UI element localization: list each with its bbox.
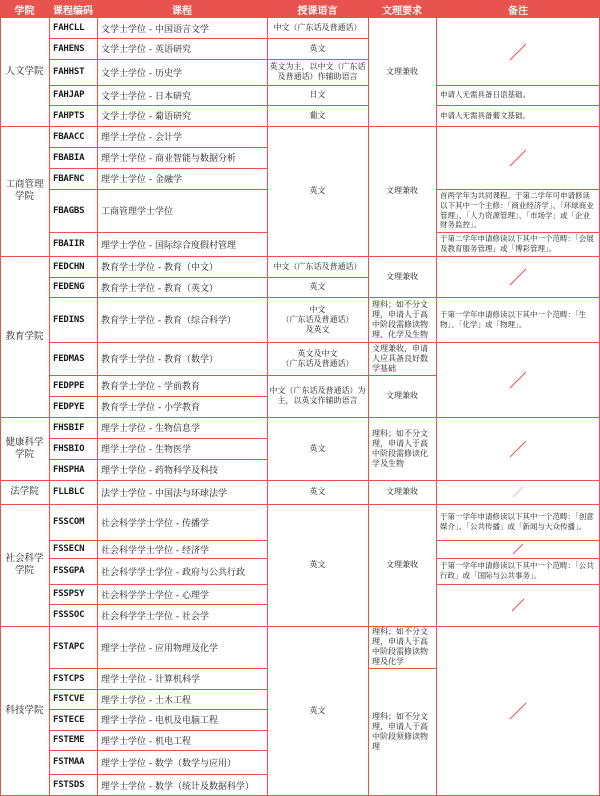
course-code: FAHCLL <box>53 23 85 33</box>
course-name: 理学士学位 - 会计学 <box>101 133 182 143</box>
school-business: 工商管理学院 <box>5 179 44 202</box>
course-name: 理学士学位 - 生物医学 <box>101 445 191 455</box>
course-code: FHSBIF <box>53 422 85 433</box>
requirement-cell: 理科；如不分文理，申请人于高中阶段需修读化学及生物 <box>372 428 428 468</box>
language-cell: 中文（广东话及普通话）为主，以英文作辅助语言 <box>269 386 366 405</box>
course-code: FSSECN <box>53 544 85 554</box>
course-code: FBAIIR <box>53 239 85 249</box>
language-cell: 中文 （广东话及普通话） 及英文 <box>281 304 354 334</box>
course-name: 理学士学位 - 生物信息学 <box>101 424 200 434</box>
empty-note-cell <box>436 417 600 480</box>
course-name: 理学士学位 - 药物科学及科技 <box>101 466 218 476</box>
slash-mark-icon <box>508 148 528 168</box>
course-code: FEDMAS <box>53 353 85 364</box>
header-language: 授课语言 <box>267 0 368 18</box>
language-cell: 中文（广东话及普通话） <box>273 23 362 32</box>
course-name: 理学士学位 - 数学（统计及数据科学） <box>101 781 254 792</box>
slash-mark-icon <box>508 42 528 62</box>
course-code: FEDENG <box>53 282 85 292</box>
course-code: FSSSOC <box>53 610 85 620</box>
empty-note-cell <box>436 342 600 417</box>
course-name: 工商管理学士学位 <box>101 207 174 217</box>
language-cell: 英文 <box>309 487 326 496</box>
course-code: FHSBIO <box>53 443 85 454</box>
course-name: 文学士学位 - 英语研究 <box>101 45 191 55</box>
requirement-cell: 理科；如不分文理，申请人于高中阶段须修读物理 <box>372 712 428 751</box>
course-code: FBAGBS <box>53 205 85 216</box>
course-name: 社会科学学士学位 - 传播学 <box>101 518 209 529</box>
slash-mark-icon <box>512 486 524 498</box>
course-code: FSSPSY <box>53 589 85 599</box>
slash-mark-icon <box>508 267 528 287</box>
course-code: FBAACC <box>53 131 85 142</box>
course-name: 理学士学位 - 应用物理及化学 <box>101 643 218 654</box>
course-code: FSSGPA <box>53 566 85 576</box>
course-name: 文学士学位 - 中国语言文学 <box>101 24 209 35</box>
course-code: FSTCPS <box>53 673 85 684</box>
school-law: 法学院 <box>10 486 39 498</box>
language-cell: 英文 <box>309 560 326 569</box>
course-name: 法学士学位 - 中国法与环球法学 <box>101 488 227 499</box>
language-cell: 英文 <box>309 43 326 53</box>
slash-mark-icon <box>508 370 528 390</box>
course-name: 理学士学位 - 国际综合度假村管理 <box>101 240 236 251</box>
empty-note-cell <box>436 584 600 626</box>
note-cell: 于第一学年申请修读以下其中一个范畴：「生物」、「化学」或「物理」。 <box>440 309 587 329</box>
course-name: 社会科学学士学位 - 心理学 <box>101 590 209 601</box>
language-cell: 葡文 <box>309 110 326 120</box>
course-code: FBABIA <box>53 152 85 163</box>
note-cell: 于第一学年申请修读以下其中一个范畴：「创意媒介」、「公共传播」或「新闻与大众传播」。 <box>440 512 594 531</box>
empty-note-cell <box>436 126 600 189</box>
slash-mark-icon <box>508 701 528 721</box>
requirement-cell: 文理兼收 <box>386 67 418 76</box>
course-code: FAHJAP <box>53 90 85 100</box>
note-cell: 首两学年为共同课程。于第二学年可申请修读以下其中一个主修：「商业经济学」、「环球商业管理」、「人力资源管理」、「市场学」或「企业财务监控」。 <box>440 191 594 230</box>
language-cell: 英文为主，以中文（广东话及普通话）作辅助语言 <box>269 62 366 81</box>
requirement-cell: 文理兼收 <box>386 560 418 569</box>
header-school: 学院 <box>0 0 49 18</box>
course-name: 教育学士学位 - 教育（综合科学） <box>101 316 236 326</box>
empty-note-cell <box>436 626 600 796</box>
course-code: FLLBLC <box>53 487 85 497</box>
language-cell: 英文 <box>309 706 326 715</box>
header-code: 课程编码 <box>49 0 97 18</box>
course-code: FSTAPC <box>53 642 85 652</box>
course-name: 文学士学位 - 葡语研究 <box>101 112 191 122</box>
empty-note-cell <box>436 256 600 297</box>
course-name: 理学士学位 - 数学（数学与应用） <box>101 758 236 769</box>
note-cell: 于第二学年申请修读以下其中一个范畴：「会展及教育服务管理」或「博彩管理」。 <box>440 234 594 253</box>
course-code: FSSCOM <box>53 517 85 527</box>
empty-note-cell <box>436 18 600 85</box>
course-name: 理学士学位 - 商业智能与数据分析 <box>101 154 236 164</box>
header-requirement: 文理要求 <box>368 0 436 18</box>
note-cell: 申请人无需具备葡文基础。 <box>440 110 530 120</box>
course-name: 理学士学位 - 金融学 <box>101 175 182 185</box>
note-cell: 于第一学年申请修读以下其中一个范畴：「公共行政」或「国际与公共事务」。 <box>440 561 594 580</box>
course-name: 社会科学学士学位 - 社会学 <box>101 611 209 622</box>
requirement-cell: 文理兼收 <box>386 271 418 281</box>
empty-note-cell <box>436 480 600 504</box>
requirement-cell: 理科；如不分文理，申请人于高中阶段需修读物理及化学 <box>372 627 428 666</box>
language-cell: 日文 <box>309 90 326 99</box>
course-code: FAHHST <box>53 67 85 77</box>
school-education: 教育学院 <box>5 330 44 342</box>
course-name: 教育学士学位 - 教育（中文） <box>101 263 218 273</box>
course-name: 文学士学位 - 历史学 <box>101 68 182 79</box>
slash-mark-icon <box>508 439 528 459</box>
course-code: FSTCVE <box>53 694 85 704</box>
course-code: FHSPHA <box>53 464 85 475</box>
course-code: FSTEME <box>53 735 85 745</box>
course-code: FBAFNC <box>53 173 85 184</box>
language-cell: 英文 <box>309 282 326 291</box>
course-name: 社会科学学士学位 - 经济学 <box>101 545 209 556</box>
language-cell: 中文（广东话及普通话） <box>273 261 362 271</box>
course-code: FAHPTS <box>53 110 85 121</box>
requirement-cell: 文理兼收，申请人应具备良好数学基础 <box>372 343 428 373</box>
course-name: 教育学士学位 - 学前教育 <box>101 382 200 392</box>
course-code: FEDINS <box>53 314 85 325</box>
course-name: 社会科学学士学位 - 政府与公共行政 <box>101 567 245 578</box>
note-cell: 申请人无需具备日语基础。 <box>440 90 530 100</box>
slash-mark-icon <box>512 543 524 555</box>
course-name: 教育学士学位 - 教育（数学） <box>101 355 218 365</box>
language-cell: 英文 <box>309 443 326 453</box>
school-health: 健康科学学院 <box>5 436 44 460</box>
header-notes: 备注 <box>436 0 600 18</box>
slash-mark-icon <box>510 597 526 613</box>
course-code: FSTECE <box>53 714 85 725</box>
course-code: FEDPPE <box>53 380 85 391</box>
course-name: 教育学士学位 - 小学教育 <box>101 403 200 413</box>
language-cell: 英文 <box>309 186 326 195</box>
school-science: 科技学院 <box>5 705 44 717</box>
empty-note-cell <box>436 540 600 558</box>
course-name: 教育学士学位 - 教育（英文） <box>101 283 218 294</box>
school-humanities: 人文学院 <box>5 66 44 78</box>
language-cell: 英文及中文 （广东话及普通话） <box>281 348 354 368</box>
requirement-cell: 文理兼收 <box>386 186 418 195</box>
course-code: FEDPYE <box>53 401 85 412</box>
course-code: FSTMAA <box>53 757 85 767</box>
requirement-cell: 文理兼收 <box>386 487 418 496</box>
course-name: 理学士学位 - 电机及电脑工程 <box>101 716 218 726</box>
course-name: 文学士学位 - 日本研究 <box>101 91 191 102</box>
requirement-cell: 理科；如不分文理，申请人于高中阶段需修读物理、化学及生物 <box>372 299 428 339</box>
course-name: 理学士学位 - 土木工程 <box>101 695 191 706</box>
course-name: 理学士学位 - 机电工程 <box>101 736 191 747</box>
course-name: 理学士学位 - 计算机科学 <box>101 675 200 685</box>
requirement-cell: 文理兼收 <box>386 391 418 400</box>
school-social: 社会科学学院 <box>5 553 44 576</box>
course-code: FAHENS <box>53 43 85 54</box>
header-program: 课程 <box>97 0 267 18</box>
course-code: FEDCHN <box>53 261 85 272</box>
course-code: FSTSDS <box>53 780 85 790</box>
